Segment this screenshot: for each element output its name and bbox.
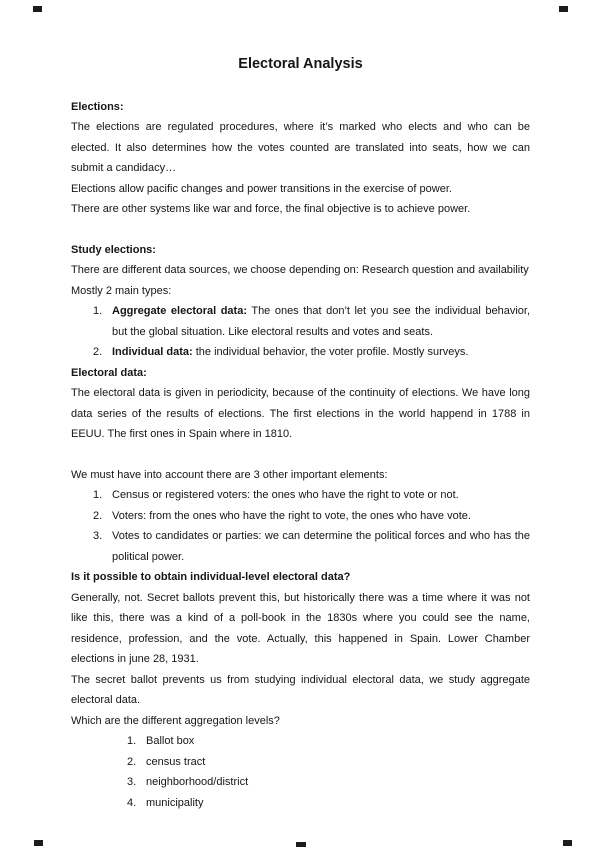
page-edge-artifact — [296, 842, 306, 847]
heading-electoral-data: Electoral data: — [71, 366, 147, 379]
list-item-body — [112, 301, 530, 342]
list-item-text: neighborhood/district — [146, 776, 249, 788]
page-edge-artifact — [563, 840, 572, 846]
list-number: 4. — [127, 796, 137, 809]
list-number: 2. — [127, 755, 137, 768]
heading-study-elections: Study elections: — [71, 243, 156, 256]
list-item — [93, 342, 530, 363]
paragraph-secret-ballot: The secret ballot prevents us from studying individual electoral data, we study aggregate electoral data. — [71, 673, 530, 706]
paragraph-main-types: Mostly 2 main types: — [71, 284, 172, 297]
list-number: 2. — [93, 509, 103, 522]
types-list — [93, 301, 530, 363]
paragraph-elections-definition: The elections are regulated procedures, where it’s marked who elects and who can be elected. It also determines how the votes counted are translated into seats, how we can submit a candidacy… — [71, 121, 530, 174]
list-item — [93, 526, 530, 567]
paragraph-aggregation-question: Which are the different aggregation levels? — [71, 714, 280, 727]
list-item-text: Votes to candidates or parties: we can determine the political forces and who has the political power. — [112, 530, 530, 563]
list-item — [127, 752, 530, 773]
list-item-text: Voters: from the ones who have the right to vote, the ones who have vote. — [112, 509, 471, 522]
heading-elections: Elections: — [71, 100, 124, 113]
list-item-text: municipality — [146, 796, 204, 809]
list-item — [127, 772, 530, 793]
paragraph-data-sources: There are different data sources, we choose depending on: Research question and availability — [71, 264, 529, 276]
page-edge-artifact — [33, 6, 42, 12]
paragraph-three-elements-intro: We must have into account there are 3 other important elements: — [71, 468, 388, 481]
list-item-body — [112, 342, 530, 363]
paragraph-elections-other-systems: There are other systems like war and force, the final objective is to achieve power. — [71, 203, 471, 215]
list-number: 3. — [93, 530, 103, 542]
list-item-label: Individual data: — [112, 346, 193, 358]
list-item-text: Census or registered voters: the ones who have the right to vote or not. — [112, 489, 459, 501]
paragraph-elections-pacific-changes: Elections allow pacific changes and power transitions in the exercise of power. — [71, 182, 452, 195]
list-item — [127, 793, 530, 814]
list-item — [93, 506, 530, 527]
document-title: Electoral Analysis — [238, 56, 363, 72]
list-number: 1. — [93, 489, 103, 501]
list-number: 2. — [93, 346, 103, 358]
page-edge-artifact — [34, 840, 43, 846]
aggregation-list — [127, 731, 530, 813]
list-item — [93, 485, 530, 506]
paragraph-electoral-data-body: The electoral data is given in periodicity, because of the continuity of elections. We have long data series of the results of elections. The first elections in the world happend in 1788 in EEUU. The first ones in Spain where in 1810. — [71, 387, 530, 440]
list-number: 1. — [93, 305, 103, 317]
list-item — [127, 731, 530, 752]
heading-individual-question: Is it possible to obtain individual-level electoral data? — [71, 571, 351, 583]
list-number: 3. — [127, 776, 137, 788]
list-item-text: census tract — [146, 755, 206, 768]
list-item-text: The ones that don’t let you see the individual behavior, but the global situation. Like electoral results and votes and seats. — [112, 305, 531, 338]
paragraph-individual-answer: Generally, not. Secret ballots prevent this, but historically there was a time where it was not like this, there was a kind of a poll-book in the 1830s where you could see the name, residence, profession, and the vote. Actually, this happened in Spain. Lower Chamber elections in june 28, 1931. — [71, 591, 530, 665]
list-item-text: the individual behavior, the voter profile. Mostly surveys. — [195, 346, 469, 358]
elements-list — [93, 485, 530, 567]
list-number: 1. — [127, 735, 137, 747]
list-item — [93, 301, 530, 342]
page-edge-artifact — [559, 6, 568, 12]
list-item-label: Aggregate electoral data: — [112, 305, 247, 317]
list-item-text: Ballot box — [146, 735, 195, 747]
